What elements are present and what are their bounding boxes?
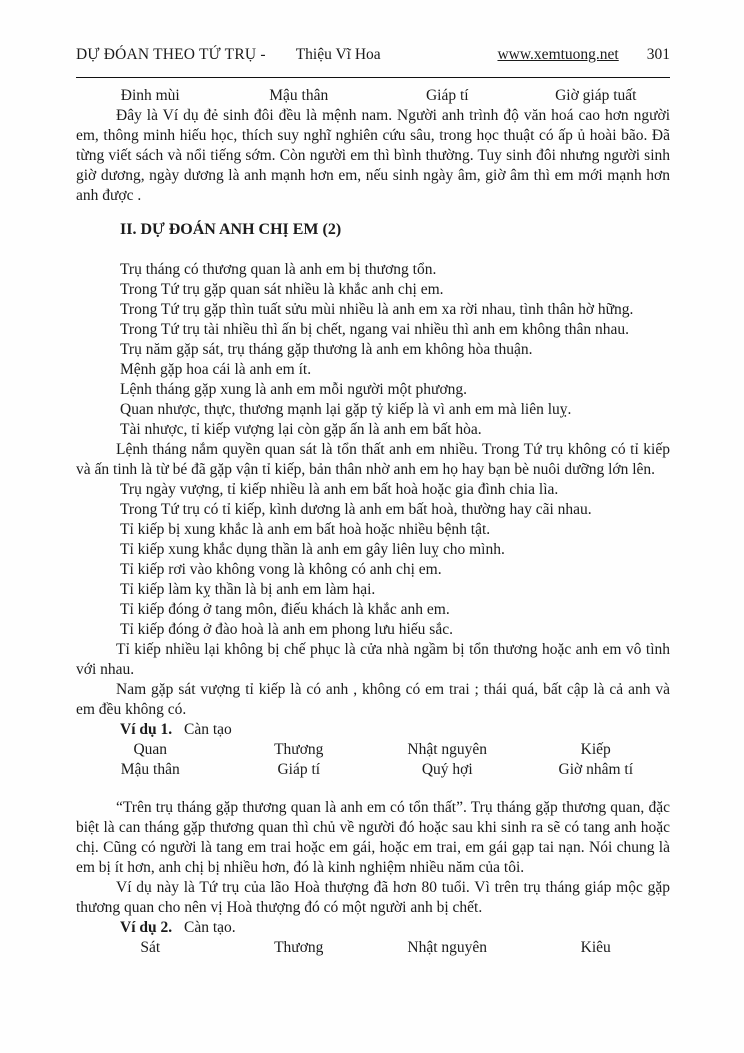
god-cell: Sát (140, 939, 161, 956)
page-header (76, 45, 670, 65)
pillar-cell: Giáp tí (425, 87, 469, 104)
author-name: Thiệu Vĩ Hoa (295, 46, 381, 63)
section-heading: II. DỰ ĐOÁN ANH CHỊ EM (2) (120, 221, 342, 238)
rules-list-1 (76, 260, 670, 440)
pillar-cell: Giờ giáp tuất (555, 87, 637, 104)
example1-label: Ví dụ 1. (120, 721, 173, 738)
rule-line: Lệnh tháng gặp xung là anh em mỗi người một phương. (120, 381, 468, 398)
intro-paragraph: Đây là Ví dụ đẻ sinh đôi đều là mệnh nam. Người anh trình độ văn hoá cao hơn người em, thông minh hiếu học, thích suy nghĩ nghiên cứu sâu, trong học thuật có ấp ủ hoài bão. Đã từng viết sách và nổi tiếng sớm. Còn người em thì bình thường. Tuy sinh đôi nhưng người sinh giờ dương, ngày dương là anh mạnh hơn em, nếu sinh ngày âm, giờ âm thì em mới mạnh hơn anh được . (76, 107, 670, 204)
example2-caption (76, 918, 670, 938)
example1-pillars-row (76, 760, 670, 780)
rule-line: Trụ tháng có thương quan là anh em bị thương tổn. (120, 261, 437, 278)
rule-line: Trong Tứ trụ gặp quan sát nhiều là khắc anh chị em. (120, 281, 444, 298)
rule-line: Tỉ kiếp rơi vào không vong là không có anh chị em. (120, 561, 442, 578)
rule-line: Tài nhược, tỉ kiếp vượng lại còn gặp ấn là anh em bất hòa. (120, 421, 482, 438)
header-divider (76, 77, 670, 78)
pillar-cell: Giờ nhâm tí (558, 761, 633, 778)
pillar-cell: Đinh mùi (120, 87, 180, 104)
god-cell: Kiếp (580, 741, 611, 758)
god-cell: Quan (133, 741, 168, 758)
rule-line: Tỉ kiếp làm kỵ thần là bị anh em làm hại. (120, 581, 376, 598)
rule-line: Tỉ kiếp đóng ở tang môn, điếu khách là khắc anh em. (120, 601, 450, 618)
rule-line: Trong Tứ trụ có tỉ kiếp, kình dương là anh em bất hoà, thường hay cãi nhau. (120, 501, 592, 518)
god-cell: Thương (274, 939, 324, 956)
website-url: www.xemtuong.net (497, 46, 619, 63)
rule-line: Trụ năm gặp sát, trụ tháng gặp thương là anh em không hòa thuận. (120, 341, 533, 358)
rule-line: Quan nhược, thực, thương mạnh lại gặp tỷ kiếp là vì anh em mà liên luỵ. (120, 401, 572, 418)
example1-caption (76, 720, 670, 740)
book-title: DỰ ĐÓAN THEO TỨ TRỤ - (76, 46, 266, 63)
paragraph-nam-gap: Nam gặp sát vượng tỉ kiếp là có anh , không có em trai ; thái quá, bất cập là cả anh và em đều không có. (76, 681, 670, 718)
pillar-cell: Mậu thân (120, 761, 180, 778)
god-cell: Nhật nguyên (407, 741, 488, 758)
pillar-cell: Quý hợi (421, 761, 473, 778)
page-number: 301 (646, 46, 670, 63)
example1-analysis-2: Ví dụ này là Tứ trụ của lão Hoà thượng đã hơn 80 tuổi. Vì trên trụ tháng giáp mộc gặp thương quan cho nên vị Hoà thượng đó có một người anh bị chết. (76, 879, 670, 916)
pillar-cell: Mậu thân (269, 87, 329, 104)
example2-intro: Càn tạo. (184, 919, 236, 936)
rule-line: Tỉ kiếp bị xung khắc là anh em bất hoà hoặc nhiều bệnh tật. (120, 521, 491, 538)
example1-intro: Càn tạo (184, 721, 232, 738)
example2-gods-row (76, 938, 670, 958)
rule-line: Trụ ngày vượng, tỉ kiếp nhiều là anh em bất hoà hoặc gia đình chia lìa. (120, 481, 559, 498)
example2-label: Ví dụ 2. (120, 919, 173, 936)
pillar-row-top (76, 86, 670, 106)
paragraph-lenh-thang: Lệnh tháng nắm quyền quan sát là tổn thất anh em nhiều. Trong Tứ trụ không có tỉ kiếp và ấn tinh là từ bé đã gặp vận tỉ kiếp, bản thân nhờ anh em họ hay bạn bè nuôi dưỡng lớn lên. (76, 441, 670, 478)
god-cell: Nhật nguyên (407, 939, 488, 956)
rule-line: Tỉ kiếp xung khắc dụng thần là anh em gây liên luỵ cho mình. (120, 541, 505, 558)
rule-line: Trong Tứ trụ gặp thìn tuất sửu mùi nhiều là anh em xa rời nhau, tình thân hờ hững. (120, 301, 634, 318)
rule-line: Tỉ kiếp đóng ở đào hoà là anh em phong lưu hiếu sắc. (120, 621, 453, 638)
rule-line: Mệnh gặp hoa cái là anh em ít. (120, 361, 312, 378)
blank-spacer (76, 780, 670, 798)
paragraph-ti-kiep: Tỉ kiếp nhiều lại không bị chế phục là cửa nhà ngầm bị tổn thương hoặc anh em vô tình với nhau. (76, 641, 670, 678)
rules-list-2 (76, 480, 670, 640)
example1-analysis-1: “Trên trụ tháng gặp thương quan là anh em có tổn thất”. Trụ tháng gặp thương quan, đặc biệt là can tháng gặp thương quan thì chủ về người đó hoặc sau khi sinh ra sẽ có tang anh hoặc chị. Cũng có người là tang em trai hoặc em gái, hoặc em trai, em gái gạp tai nạn. Nói chung là em bị ít hơn, anh chị bị nhiều hơn, đó là kinh nghiệm nhiều năm của tôi. (76, 799, 670, 876)
rule-line: Trong Tứ trụ tài nhiều thì ấn bị chết, ngang vai nhiều thì anh em không thân nhau. (120, 321, 630, 338)
god-cell: Kiêu (580, 939, 611, 956)
example1-gods-row (76, 740, 670, 760)
god-cell: Thương (274, 741, 324, 758)
pillar-cell: Giáp tí (277, 761, 321, 778)
